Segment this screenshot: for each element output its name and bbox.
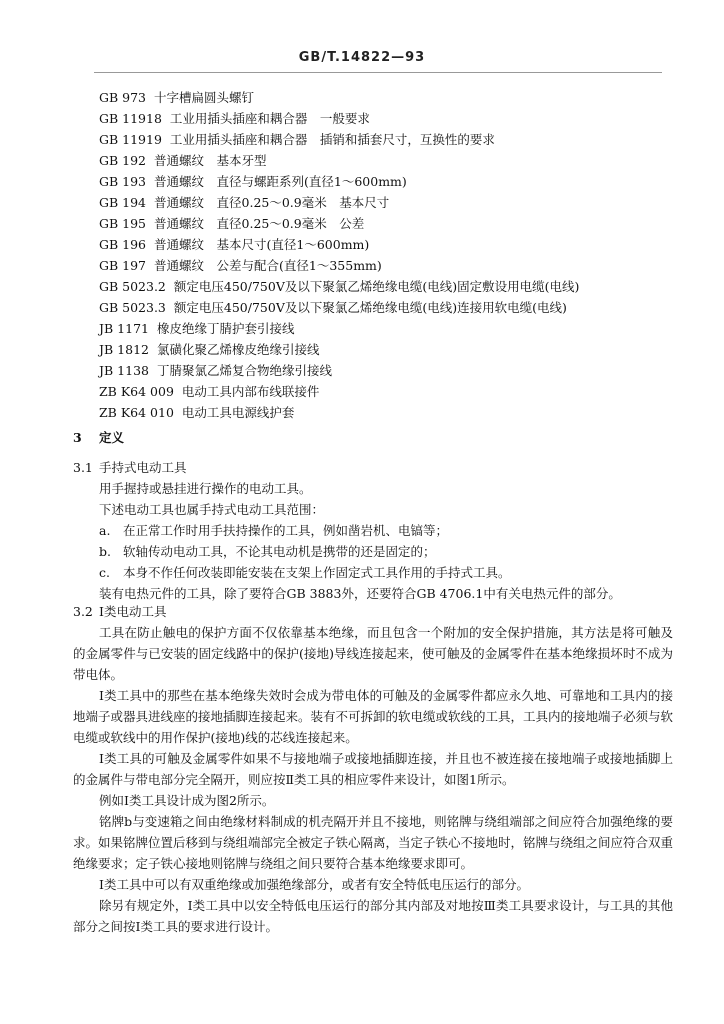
header-rule xyxy=(94,72,662,73)
reference-code: GB 11918 xyxy=(99,111,162,126)
reference-item xyxy=(99,87,679,108)
reference-item xyxy=(99,255,679,276)
list-marker: b. xyxy=(99,544,111,559)
list-item-text: 在正常工作时用手扶持操作的工具，例如凿岩机、电镐等； xyxy=(123,523,449,538)
reference-code: JB 1171 xyxy=(99,321,149,336)
reference-item xyxy=(99,129,679,150)
section-title: Ⅰ类电动工具 xyxy=(99,604,167,619)
reference-title: 电动工具电源线护套 xyxy=(181,405,295,420)
page-header: GB/T.14822—93 xyxy=(298,50,426,65)
paragraph: 铭牌b与变速箱之间由绝缘材料制成的机壳隔开并且不接地，则铭牌与绕组端部之间应符合加强绝缘的要求。如果铭牌位置后移到与绕组端部完全被定子铁心隔离，当定子铁心不接地时，铭牌与绕组之间应符合双重绝缘要求；定子铁心接地则铭牌与绕组之间只要符合基本绝缘要求即可。 xyxy=(73,814,674,871)
section-number: 3 xyxy=(73,430,82,445)
reference-title: 工业用插头插座和耦合器 插销和插套尺寸，互换性的要求 xyxy=(169,132,495,147)
reference-item xyxy=(99,360,679,381)
reference-code: JB 1138 xyxy=(99,363,149,378)
reference-item xyxy=(99,339,679,360)
list-marker: a. xyxy=(99,523,111,538)
reference-title: 普通螺纹 公差与配合(直径1～355mm) xyxy=(154,258,382,273)
reference-item xyxy=(99,276,679,297)
paragraph: 装有电热元件的工具，除了要符合GB 3883外，还要符合GB 4706.1中有关电热元件的部分。 xyxy=(99,586,621,601)
reference-item xyxy=(99,150,679,171)
section-3-1-body xyxy=(73,478,673,604)
reference-item xyxy=(99,402,679,423)
paragraph: Ⅰ类工具中的那些在基本绝缘失效时会成为带电体的可触及的金属零件都应永久地、可靠地和工具内的接地端子或器具进线座的接地插脚连接起来。装有不可拆卸的软电缆或软线的工具，工具内的接地端子必须与软电缆或软线中的用作保护(接地)线的芯线连接起来。 xyxy=(73,688,674,745)
reference-code: GB 196 xyxy=(99,237,147,252)
reference-code: GB 11919 xyxy=(99,132,162,147)
paragraph: Ⅰ类工具中可以有双重绝缘或加强绝缘部分，或者有安全特低电压运行的部分。 xyxy=(99,877,529,892)
reference-item xyxy=(99,297,679,318)
reference-code: GB 5023.3 xyxy=(99,300,166,315)
reference-title: 额定电压450/750V及以下聚氯乙烯绝缘电缆(电线)固定敷设用电缆(电线) xyxy=(173,279,580,294)
paragraph: 例如Ⅰ类工具设计成为图2所示。 xyxy=(99,793,275,808)
reference-title: 额定电压450/750V及以下聚氯乙烯绝缘电缆(电线)连接用软电缆(电线) xyxy=(173,300,567,315)
reference-item xyxy=(99,192,679,213)
reference-code: GB 193 xyxy=(99,174,147,189)
reference-item xyxy=(99,108,679,129)
paragraph: 除另有规定外，Ⅰ类工具中以安全特低电压运行的部分其内部及对地按Ⅲ类工具要求设计，与工具的其他部分之间按Ⅰ类工具的要求进行设计。 xyxy=(73,898,673,934)
reference-code: ZB K64 009 xyxy=(99,384,174,399)
reference-item xyxy=(99,171,679,192)
list-item xyxy=(73,562,673,583)
section-number: 3.2 xyxy=(73,604,93,619)
paragraph: 工具在防止触电的保护方面不仅依靠基本绝缘，而且包含一个附加的安全保护措施，其方法是将可触及的金属零件与已安装的固定线路中的保护(接地)导线连接起来，使可触及的金属零件在基本绝缘损坏时不成为带电体。 xyxy=(73,625,673,682)
reference-code: JB 1812 xyxy=(99,342,149,357)
reference-title: 丁腈聚氯乙烯复合物绝缘引接线 xyxy=(156,363,332,378)
list-item xyxy=(73,541,673,562)
reference-title: 普通螺纹 直径与螺距系列(直径1～600mm) xyxy=(154,174,407,189)
reference-item xyxy=(99,381,679,402)
section-heading-3-2 xyxy=(73,601,673,622)
section-title: 定义 xyxy=(99,430,125,445)
reference-title: 普通螺纹 基本牙型 xyxy=(154,153,267,168)
section-heading-3-1 xyxy=(73,457,673,478)
reference-code: ZB K64 010 xyxy=(99,405,174,420)
reference-item xyxy=(99,234,679,255)
reference-title: 普通螺纹 直径0.25～0.9毫米 基本尺寸 xyxy=(154,195,390,210)
section-heading-3 xyxy=(73,427,673,448)
reference-title: 普通螺纹 基本尺寸(直径1～600mm) xyxy=(154,237,370,252)
reference-code: GB 194 xyxy=(99,195,147,210)
reference-standards-list xyxy=(99,87,679,423)
list-item-text: 本身不作任何改装即能安装在支架上作固定式工具作用的手持式工具。 xyxy=(123,565,511,580)
reference-item xyxy=(99,318,679,339)
reference-title: 电动工具内部布线联接件 xyxy=(181,384,320,399)
reference-title: 氯磺化聚乙烯橡皮绝缘引接线 xyxy=(156,342,320,357)
section-number: 3.1 xyxy=(73,460,93,475)
reference-title: 十字槽扁圆头螺钉 xyxy=(154,90,255,105)
section-3-2-body xyxy=(73,622,673,937)
list-item-text: 软轴传动电动工具，不论其电动机是携带的还是固定的； xyxy=(123,544,436,559)
reference-code: GB 197 xyxy=(99,258,147,273)
paragraph: 用手握持或悬挂进行操作的电动工具。 xyxy=(99,481,312,496)
list-marker: c. xyxy=(99,565,110,580)
reference-item xyxy=(99,213,679,234)
reference-title: 普通螺纹 直径0.25～0.9毫米 公差 xyxy=(154,216,365,231)
reference-code: GB 973 xyxy=(99,90,147,105)
reference-code: GB 195 xyxy=(99,216,147,231)
paragraph: 下述电动工具也属手持式电动工具范围： xyxy=(99,502,325,517)
reference-title: 橡皮绝缘丁腈护套引接线 xyxy=(156,321,295,336)
list-item xyxy=(73,520,673,541)
reference-code: GB 192 xyxy=(99,153,147,168)
paragraph: Ⅰ类工具的可触及金属零件如果不与接地端子或接地插脚连接，并且也不被连接在接地端子或接地插脚上的金属件与带电部分完全隔开，则应按Ⅱ类工具的相应零件来设计，如图1所示。 xyxy=(73,751,673,787)
reference-code: GB 5023.2 xyxy=(99,279,166,294)
reference-title: 工业用插头插座和耦合器 一般要求 xyxy=(169,111,370,126)
section-title: 手持式电动工具 xyxy=(99,460,187,475)
